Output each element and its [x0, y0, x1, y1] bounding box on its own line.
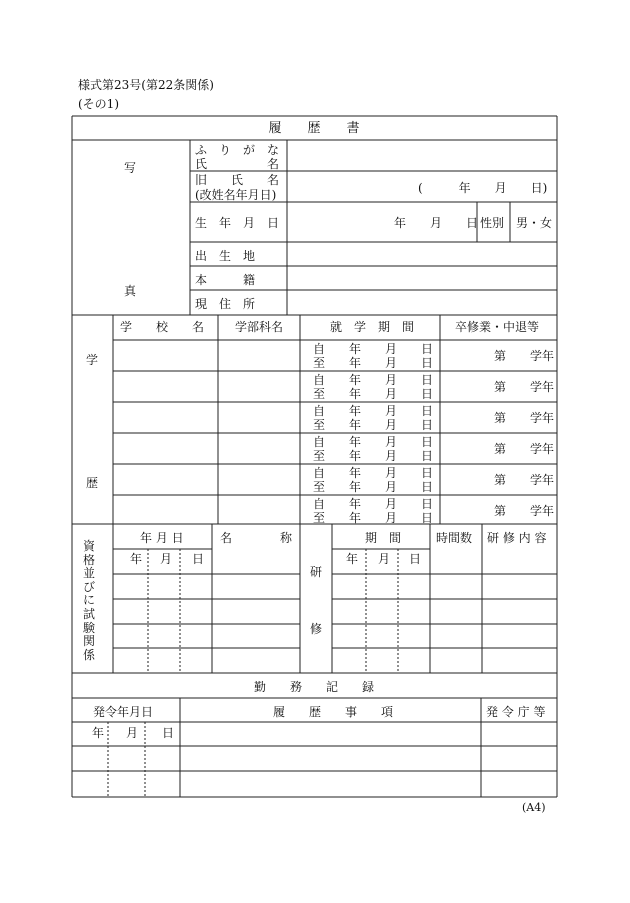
edu-row-year: 第 学年	[494, 411, 555, 425]
training-period-header: 期 間	[365, 531, 402, 545]
paper-size: (A4)	[522, 801, 546, 814]
edu-row-year: 第 学年	[494, 380, 555, 394]
edu-row-to: 至 年 月 日	[313, 387, 434, 401]
birthplace-label: 出 生 地	[195, 249, 256, 263]
work-day: 日	[162, 726, 175, 740]
work-date-header: 発令年月日	[93, 705, 154, 719]
edu-row-to: 至 年 月 日	[313, 511, 434, 525]
edu-row-from: 自 年 月 日	[313, 497, 434, 511]
edu-row-to: 至 年 月 日	[313, 356, 434, 370]
training-day: 日	[409, 552, 422, 566]
training-content-header: 研 修 内 容	[487, 531, 547, 545]
work-month: 月	[126, 726, 139, 740]
former-name-note: (改姓名年月日)	[195, 188, 277, 202]
form-part: (その1)	[78, 97, 119, 111]
edu-row-from: 自 年 月 日	[313, 466, 434, 480]
birth-date-label: 生 年 月 日	[195, 216, 280, 230]
training-label-top: 研	[310, 565, 323, 579]
edu-row-year: 第 学年	[494, 442, 555, 456]
former-name-date: ( 年 月 日)	[418, 181, 548, 195]
training-month: 月	[378, 552, 391, 566]
work-agency-header: 発 令 庁 等	[486, 705, 546, 719]
photo-label-bottom: 真	[124, 284, 137, 298]
work-matter-header: 履 歴 事 項	[273, 705, 394, 719]
qual-date-header: 年 月 日	[140, 531, 184, 545]
training-year: 年	[346, 552, 359, 566]
page-title: 履 歴 書	[268, 121, 360, 136]
qual-name-header: 名 称	[220, 531, 293, 545]
edu-row-year: 第 学年	[494, 349, 555, 363]
edu-row-year: 第 学年	[494, 504, 555, 518]
education-label-bottom: 歴	[86, 476, 99, 490]
domicile-label: 本 籍	[195, 273, 256, 287]
work-year: 年	[92, 726, 105, 740]
graduation-header: 卒修業・中退等	[455, 320, 540, 334]
name-label: 氏 名	[195, 157, 280, 171]
former-name-label: 旧 氏 名	[195, 173, 280, 187]
qual-day: 日	[192, 552, 205, 566]
edu-row-from: 自 年 月 日	[313, 404, 434, 418]
edu-row-to: 至 年 月 日	[313, 449, 434, 463]
sex-value: 男・女	[516, 216, 553, 230]
furigana-label: ふ り が な	[195, 143, 280, 157]
edu-row-from: 自 年 月 日	[313, 373, 434, 387]
address-label: 現 住 所	[195, 297, 256, 311]
edu-row-from: 自 年 月 日	[313, 342, 434, 356]
school-name-header: 学 校 名	[120, 320, 205, 334]
form-number: 様式第23号(第22条関係)	[78, 78, 214, 92]
photo-label-top: 写	[124, 161, 137, 175]
edu-row-to: 至 年 月 日	[313, 480, 434, 494]
edu-row-to: 至 年 月 日	[313, 418, 434, 432]
birth-date-value: 年 月 日	[394, 216, 479, 230]
training-label-bottom: 修	[310, 622, 323, 636]
edu-row-year: 第 学年	[494, 473, 555, 487]
education-label-top: 学	[86, 353, 99, 367]
qualifications-label: 資格並びに試験関係	[82, 539, 95, 662]
department-header: 学部科名	[235, 320, 284, 334]
qual-year: 年	[130, 552, 143, 566]
work-record-title: 勤 務 記 録	[253, 680, 374, 694]
period-header: 就 学 期 間	[330, 320, 415, 334]
edu-row-from: 自 年 月 日	[313, 435, 434, 449]
qual-month: 月	[160, 552, 173, 566]
hours-header: 時間数	[436, 531, 473, 545]
sex-label: 性別	[480, 216, 505, 230]
